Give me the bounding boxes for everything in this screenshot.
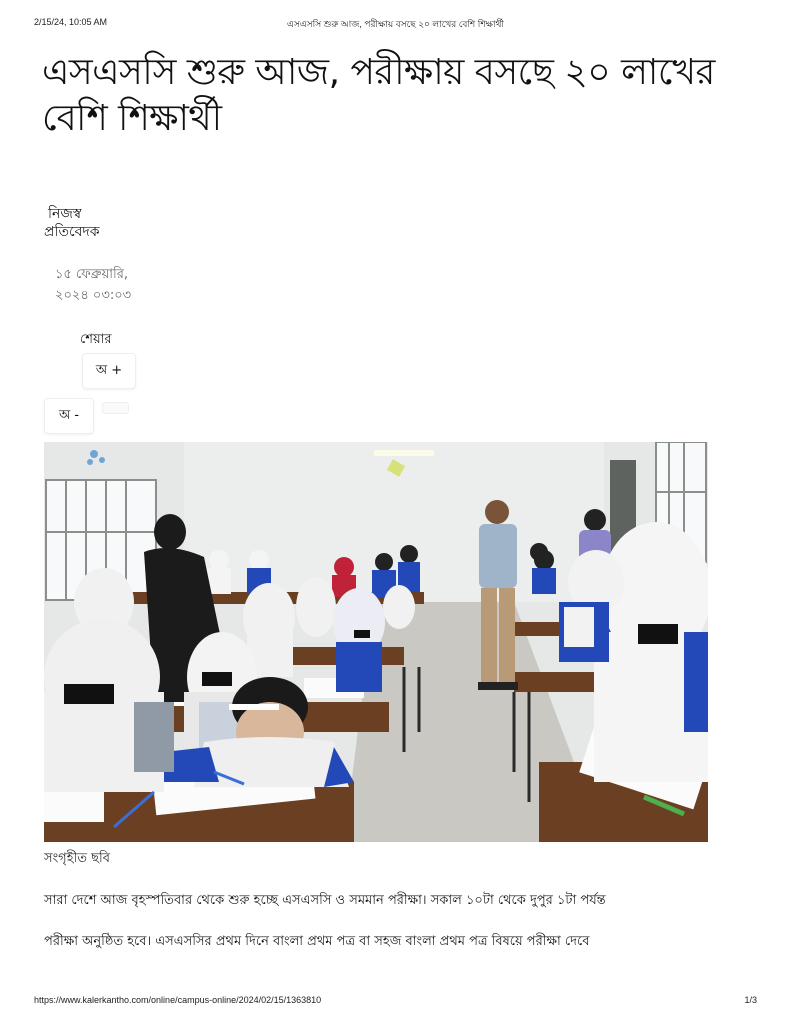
font-decrease-button[interactable]: অ - xyxy=(44,398,94,434)
author-line-1: নিজস্ব xyxy=(48,206,82,222)
font-reset-button[interactable] xyxy=(102,402,129,414)
share-label[interactable]: শেয়ার xyxy=(80,332,112,347)
image-caption: সংগৃহীত ছবি xyxy=(44,851,110,866)
date-line-2: ২০২৪ ০৩:০৩ xyxy=(55,288,132,303)
article-paragraph-line-1: সারা দেশে আজ বৃহস্পতিবার থেকে শুরু হচ্ছে এসএসসি ও সমমান পরীক্ষা। সকাল ১০টা থেকে দুপুর ১টা পর্যন্ত xyxy=(44,893,606,908)
print-page-title: এসএসসি শুরু আজ, পরীক্ষায় বসছে ২০ লাখের বেশি শিক্ষার্থী xyxy=(287,19,504,29)
date-line-1: ১৫ ফেব্রুয়ারি, xyxy=(55,267,129,282)
article-photo xyxy=(44,442,708,842)
print-page-number: 1/3 xyxy=(744,995,757,1005)
article-paragraph-line-2: পরীক্ষা অনুষ্ঠিত হবে। এসএসসির প্রথম দিনে বাংলা প্রথম পত্র বা সহজ বাংলা প্রথম পত্র বিষয়ে পরীক্ষা দেবে xyxy=(44,934,590,949)
exam-hall-photo xyxy=(44,442,708,842)
author-line-2: প্রতিবেদক xyxy=(44,224,100,240)
publish-date xyxy=(55,264,215,306)
print-url[interactable]: https://www.kalerkantho.com/online/campus-online/2024/02/15/1363810 xyxy=(34,995,322,1005)
print-header xyxy=(0,17,791,31)
article-headline: এসএসসি শুরু আজ, পরীক্ষায় বসছে ২০ লাখের বেশি শিক্ষার্থী xyxy=(42,52,715,139)
print-footer xyxy=(0,995,791,1009)
font-increase-button[interactable]: অ + xyxy=(82,353,136,389)
author-byline xyxy=(44,205,164,241)
print-datetime: 2/15/24, 10:05 AM xyxy=(34,17,108,27)
